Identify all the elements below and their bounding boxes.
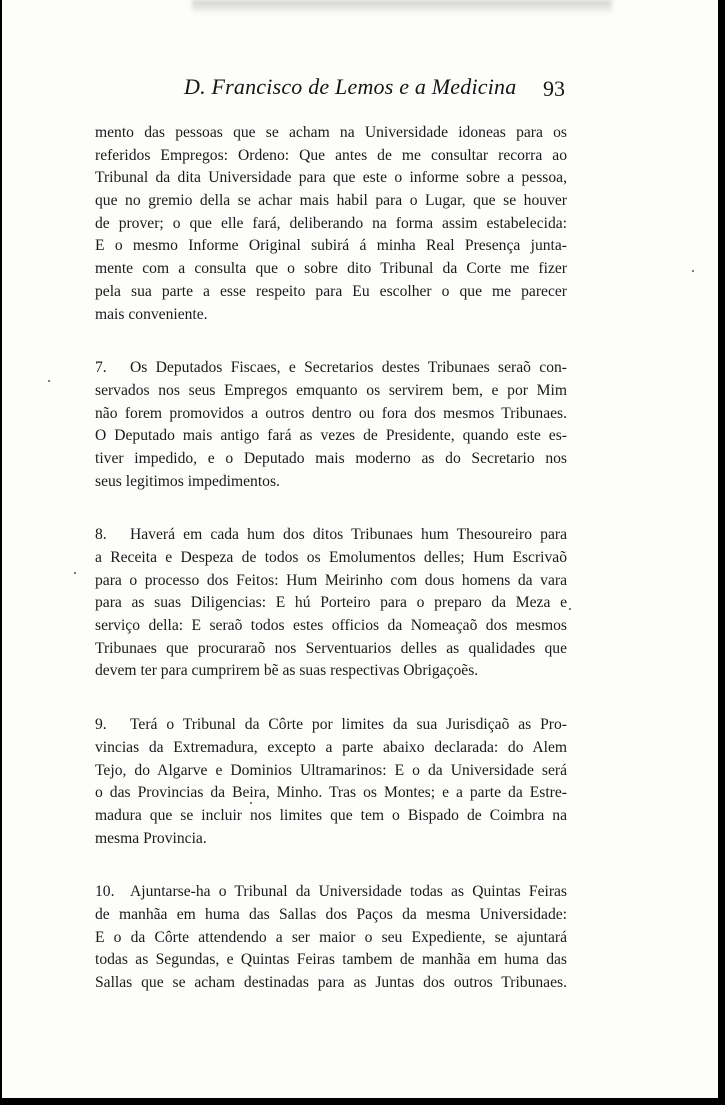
text-line: 9. Terá o Tribunal da Côrte por limites da sua Jurisdiçaõ as Pro- — [95, 714, 567, 737]
scan-speck — [48, 380, 50, 382]
text-line: mesma Provincia. — [95, 829, 207, 847]
text-line: seus legitimos impedimentos. — [95, 472, 280, 490]
text-line: mente com a consulta que o sobre dito Tribunal da Corte me fizer — [95, 260, 567, 278]
text-line: 7. Os Deputados Fiscaes, e Secretarios destes Tribunaes seraõ con- — [95, 357, 567, 380]
scan-shadow — [192, 0, 612, 14]
text-line: para as suas Diligencias: E hú Porteiro para o preparo da Meza e — [95, 594, 567, 612]
text-line: todas as Segundas, e Quintas Feiras tambem de manhãa em huma das — [95, 951, 567, 969]
text-line: E o da Côrte attendendo a ser maior o seu Expediente, se ajuntará — [95, 928, 567, 946]
scan-speck — [569, 608, 571, 610]
paragraph-number: 9. — [95, 716, 107, 734]
text-line: serviço della: E seraõ todos estes officios da Nomeaçaõ dos mesmos — [95, 617, 567, 635]
text-line: referidos Empregos: Ordeno: Que antes de me consultar recorra ao — [95, 146, 567, 164]
text-line: 10. Ajuntarse-ha o Tribunal da Universidade todas as Quintas Feiras — [95, 881, 567, 904]
text-line: que no gremio della se achar mais habil para o Lugar, que se houver — [95, 192, 567, 210]
scan-speck — [692, 270, 694, 272]
text-line: de manhãa em huma das Sallas dos Paços da mesma Universidade: — [95, 905, 567, 923]
text-line: o das Provincias da Beira, Minho. Tras os Montes; e a parte da Estre- — [95, 784, 567, 802]
text-line: Tribunal da dita Universidade para que este o informe sobre a pessoa, — [95, 169, 567, 187]
scan-speck — [250, 802, 252, 804]
paragraph-number: 10. — [95, 883, 115, 901]
body-text — [95, 122, 567, 1026]
paragraph-7 — [95, 357, 567, 493]
text-line: de prover; o que elle fará, deliberando na forma assim estabelecida: — [95, 214, 567, 232]
text-line: 8. Haverá em cada hum dos ditos Tribunaes hum Thesoureiro para — [95, 524, 567, 547]
text-line: não forem promovidos a outros dentro ou fora dos mesmos Tribunaes. — [95, 404, 567, 422]
text-line: Tribunaes que procuraraõ nos Serventuarios delles as qualidades que — [95, 639, 567, 657]
text-line: devem ter para cumprirem bẽ as suas respectivas Obrigaçoẽs. — [95, 662, 479, 680]
book-page — [2, 0, 718, 1098]
text-line: vincias da Extremadura, excepto a parte abaixo declarada: do Alem — [95, 738, 567, 756]
text-line: servados nos seus Empregos emquanto os servirem bem, e por Mim — [95, 381, 567, 399]
paragraph-9 — [95, 714, 567, 850]
text-line: mento das pessoas que se acham na Universidade idoneas para os — [95, 124, 567, 141]
paragraph-number: 7. — [95, 359, 107, 377]
text-line: a Receita e Despeza de todos os Emolumentos delles; Hum Escrivaõ — [95, 549, 567, 566]
running-title: D. Francisco de Lemos e a Medicina — [184, 74, 517, 99]
text-line: para o processo dos Feitos: Hum Meirinho com dous homens da vara — [95, 571, 567, 589]
text-line: Sallas que se acham destinadas para as Juntas dos outros Tribunaes. — [95, 974, 567, 991]
text-line: O Deputado mais antigo fará as vezes de Presidente, quando este es- — [95, 427, 567, 445]
text-line: tiver impedido, e o Deputado mais moderno as do Secretario nos — [95, 449, 567, 467]
text-line: mais conveniente. — [95, 305, 208, 323]
paragraph-8 — [95, 524, 567, 683]
text-line: Tejo, do Algarve e Dominios Ultramarinos: E o da Universidade será — [95, 761, 567, 779]
text-line: pela sua parte a esse respeito para Eu escolher o que me parecer — [95, 282, 567, 300]
paragraph-continuation — [95, 122, 567, 326]
paragraph-10 — [95, 881, 567, 994]
scan-speck — [74, 572, 76, 574]
text-line: E o mesmo Informe Original subirá á minha Real Presença junta- — [95, 237, 567, 255]
page-number: 93 — [543, 76, 565, 101]
paragraph-number: 8. — [95, 526, 107, 544]
text-line: madura que se incluir nos limites que tem o Bispado de Coimbra na — [95, 806, 567, 824]
